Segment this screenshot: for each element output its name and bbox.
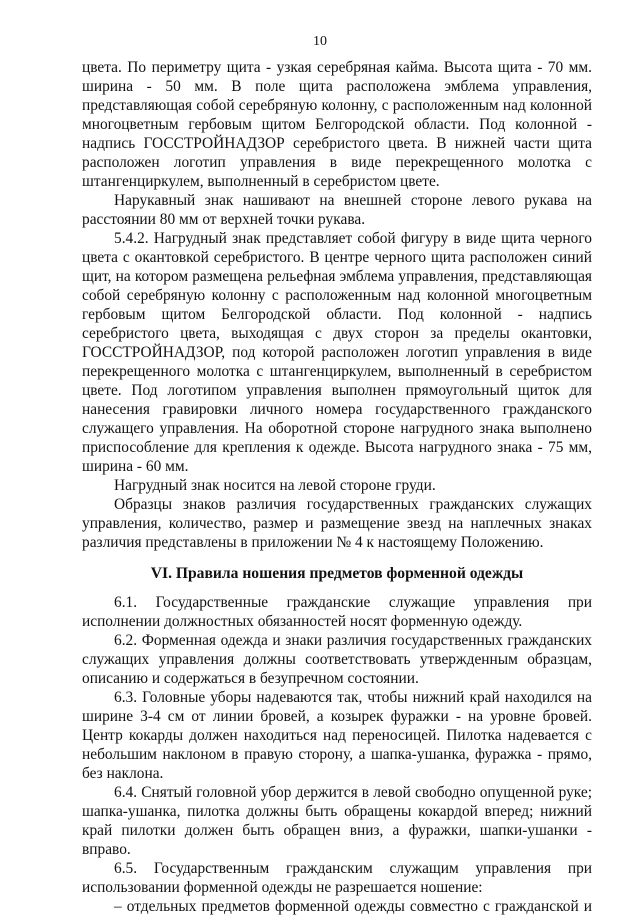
paragraph-5-4-2-breast-badge: 5.4.2. Нагрудный знак представляет собой фигуру в виде щита черного цвета с окантовкой серебристого. В центре черного щита расположен синий щит, на котором размещена рельефная эмблема управления, представляющая собой серебряную колонну с расположенным над колонной многоцветным гербовым щитом Белгородской области. Под колонной - надпись серебристого цвета, выходящая с двух сторон за пределы окантовки, ГОССТРОЙНАДЗОР, под которой расположен логотип управления в виде перекрещенного молотка с штангенциркулем, выполненный в серебристом цвете. Под логотипом управления выполнен прямоугольный щиток для нанесения гравировки личного номера государственного гражданского служащего управления. На оборотной стороне нагрудного знака выполнено приспособление для крепления к одежде. Высота нагрудного знака - 75 мм, ширина - 60 мм. bbox=[82, 230, 592, 475]
paragraph-insignia-samples: Образцы знаков различия государственных гражданских служащих управления, количество, размер и размещение звезд на наплечных знаках различия представлены в приложении № 4 к настоящему Положению. bbox=[82, 496, 592, 551]
paragraph-6-1: 6.1. Государственные гражданские служащие управления при исполнении должностных обязанностей носят форменную одежду. bbox=[82, 594, 592, 630]
paragraph-breast-badge-placement: Нагрудный знак носится на левой стороне груди. bbox=[114, 477, 436, 494]
document-body bbox=[82, 58, 592, 916]
paragraph-6-5: 6.5. Государственным гражданским служащим управления при использовании форменной одежды не разрешается ношение: bbox=[82, 860, 592, 896]
page-number: 10 bbox=[313, 34, 327, 49]
paragraph-6-5-list-item: – отдельных предметов форменной одежды совместно с гражданской и bbox=[114, 898, 592, 915]
paragraph-shield-description: цвета. По периметру щита - узкая серебряная кайма. Высота щита - 70 мм. ширина - 50 мм. В поле щита расположена эмблема управления, представляющая собой серебряную колонну, с расположенным над колонной многоцветным гербовым щитом Белгородской области. Под колонной - надпись ГОССТРОЙНАДЗОР серебристого цвета. В нижней части щита расположен логотип управления в виде перекрещенного молотка с штангенциркулем, выполненный в серебристом цвете. bbox=[82, 59, 592, 190]
paragraph-6-3: 6.3. Головные уборы надеваются так, чтобы нижний край находился на ширине 3-4 см от линии бровей, а козырек фуражки - на уровне бровей. Центр кокарды должен находиться над переносицей. Пилотка надевается с небольшим наклоном в правую сторону, а шапка-ушанка, фуражка - прямо, без наклона. bbox=[82, 689, 592, 782]
paragraph-sleeve-badge-placement: Нарукавный знак нашивают на внешней стороне левого рукава на расстоянии 80 мм от верхней точки рукава. bbox=[82, 192, 592, 228]
paragraph-6-2: 6.2. Форменная одежда и знаки различия государственных гражданских служащих управления должны соответствовать утвержденным образцам, описанию и содержаться в безупречном состоянии. bbox=[82, 632, 592, 687]
paragraph-6-4: 6.4. Снятый головной убор держится в левой свободно опущенной руке; шапка-ушанка, пилотка должны быть обращены кокардой вперед; нижний край пилотки должен быть обращен вниз, а фуражки, шапки-ушанки - вправо. bbox=[82, 784, 592, 858]
section-heading-vi: VI. Правила ношения предметов форменной одежды bbox=[150, 565, 524, 582]
